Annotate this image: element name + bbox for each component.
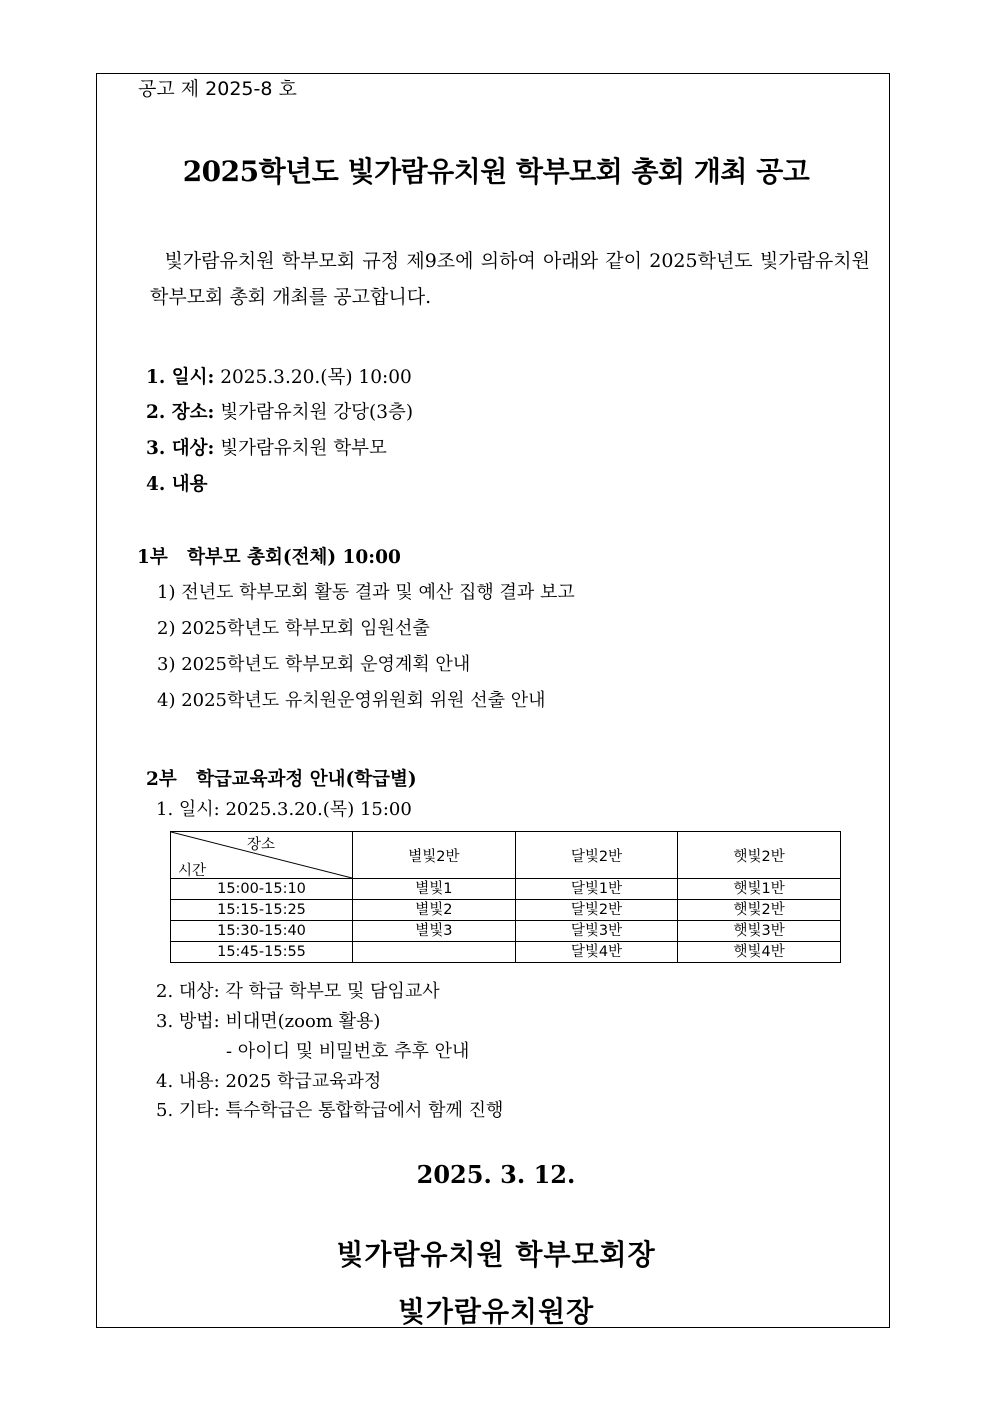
column-header: 별빛2반 <box>353 832 516 879</box>
item-target <box>146 434 387 460</box>
table-cell <box>353 942 516 963</box>
document-title: 2025학년도 빛가람유치원 학부모회 총회 개최 공고 <box>182 155 810 188</box>
corner-label-time: 시간 <box>178 863 207 879</box>
time-cell: 15:00-15:10 <box>171 879 353 900</box>
table-cell: 별빛3 <box>353 921 516 942</box>
signature-principal: 빛가람유치원장 <box>397 1295 595 1328</box>
item-content <box>146 470 208 496</box>
intro-text: 빛가람유치원 학부모회 규정 제9조에 의하여 아래와 같이 2025학년도 빛가람유치원 학부모회 총회 개최를 공고합니다. <box>150 250 870 308</box>
table-cell: 달빛3반 <box>515 921 678 942</box>
time-cell: 15:15-15:25 <box>171 900 353 921</box>
part2-datetime: 1. 일시: 2025.3.20.(목) 15:00 <box>156 799 412 820</box>
part2-line: 2. 대상: 각 학급 학부모 및 담임교사 <box>156 981 440 1002</box>
table-cell: 달빛4반 <box>515 942 678 963</box>
table-cell: 햇빛3반 <box>678 921 841 942</box>
table-cell: 햇빛4반 <box>678 942 841 963</box>
table-row <box>171 921 841 942</box>
schedule-table <box>170 831 841 963</box>
column-header: 햇빛2반 <box>678 832 841 879</box>
item-label: 2. 장소: <box>146 402 215 423</box>
table-header-row <box>171 832 841 879</box>
table-cell: 달빛2반 <box>515 900 678 921</box>
intro-paragraph <box>150 243 870 315</box>
part1-line: 1) 전년도 학부모회 활동 결과 및 예산 집행 결과 보고 <box>157 582 575 603</box>
part1-line: 3) 2025학년도 학부모회 운영계획 안내 <box>157 654 471 675</box>
item-label: 4. 내용 <box>146 474 208 495</box>
signature-parent-chair: 빛가람유치원 학부모회장 <box>336 1238 656 1271</box>
part1-line: 4) 2025학년도 유치원운영위원회 위원 선출 안내 <box>157 690 546 711</box>
table-cell: 별빛1 <box>353 879 516 900</box>
item-value: 빛가람유치원 강당(3층) <box>214 402 414 423</box>
table-row <box>171 879 841 900</box>
table-cell: 달빛1반 <box>515 879 678 900</box>
item-datetime <box>146 363 412 389</box>
item-value: 빛가람유치원 학부모 <box>214 438 387 459</box>
part2-line: 3. 방법: 비대면(zoom 활용) <box>156 1011 381 1032</box>
table-row <box>171 942 841 963</box>
time-cell: 15:45-15:55 <box>171 942 353 963</box>
part2-heading: 2부 학급교육과정 안내(학급별) <box>146 769 417 790</box>
part1-heading: 1부 학부모 총회(전체) 10:00 <box>137 547 401 568</box>
time-cell: 15:30-15:40 <box>171 921 353 942</box>
table-cell: 햇빛2반 <box>678 900 841 921</box>
column-header: 달빛2반 <box>515 832 678 879</box>
part2-subline: - 아이디 및 비밀번호 추후 안내 <box>226 1041 470 1062</box>
notice-number: 공고 제 2025-8 호 <box>138 78 297 100</box>
table-corner-cell <box>171 832 353 879</box>
part2-line: 5. 기타: 특수학급은 통합학급에서 함께 진행 <box>156 1100 504 1121</box>
item-label: 1. 일시: <box>146 367 215 388</box>
table-cell: 햇빛1반 <box>678 879 841 900</box>
item-place <box>146 398 413 424</box>
corner-label-place: 장소 <box>247 837 276 853</box>
table-cell: 별빛2 <box>353 900 516 921</box>
part2-line: 4. 내용: 2025 학급교육과정 <box>156 1071 382 1092</box>
item-value: 2025.3.20.(목) 10:00 <box>214 367 412 388</box>
item-label: 3. 대상: <box>146 438 215 459</box>
table-row <box>171 900 841 921</box>
part1-line: 2) 2025학년도 학부모회 임원선출 <box>157 618 430 639</box>
notice-date: 2025. 3. 12. <box>416 1160 576 1189</box>
